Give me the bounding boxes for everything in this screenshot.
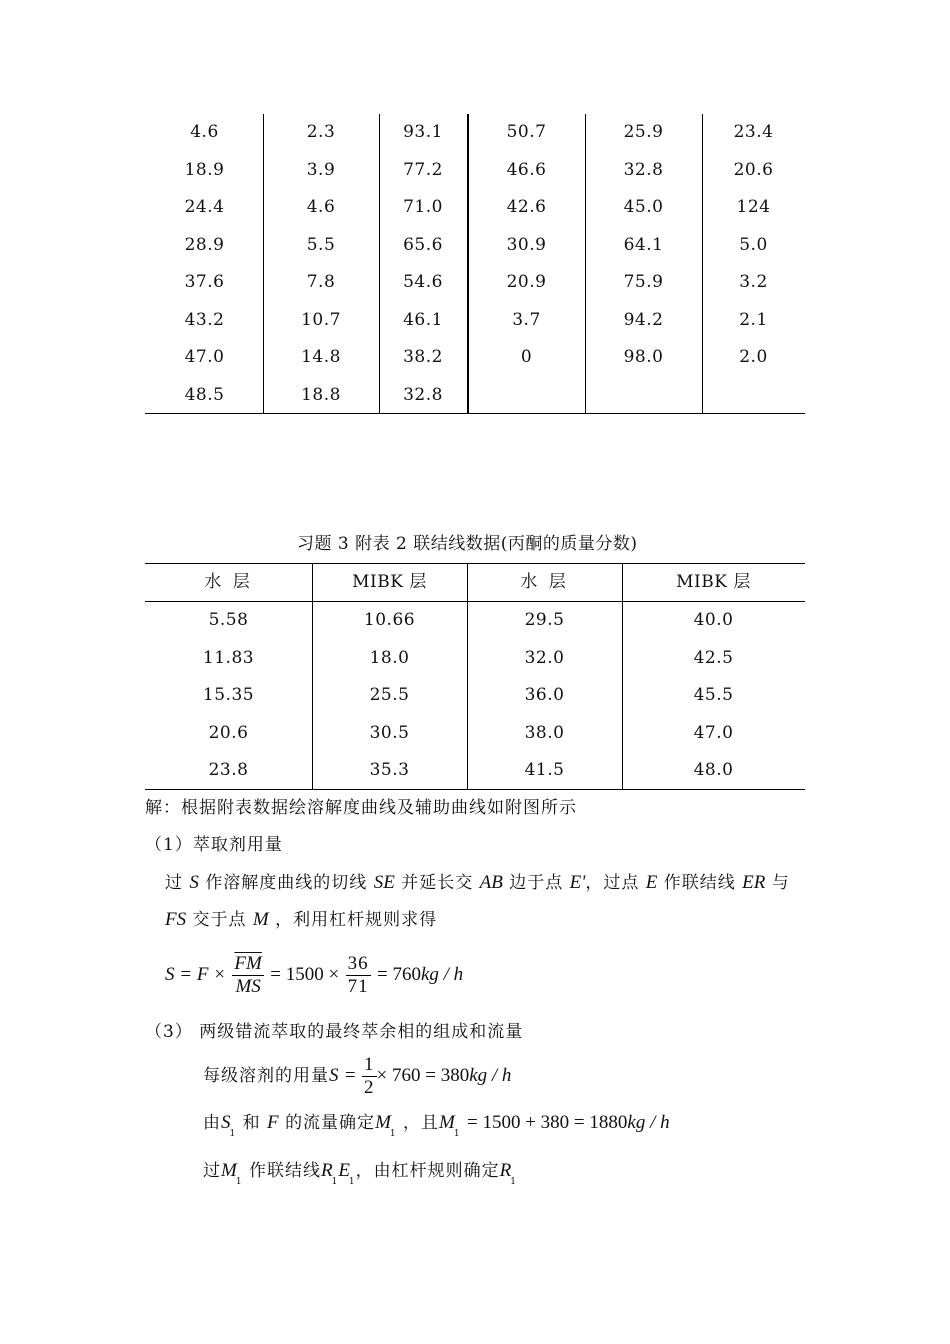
table2-header: MIBK 层 [352,572,427,592]
step3-line1: 每级溶剂的用量S = $\frac{1}{2}$ × 760 = 380kg / h [203,1054,512,1098]
table2-cell: 18.0 [369,647,410,668]
table1-cell: 7.8 [306,272,336,292]
table1-cell: 5.5 [306,234,336,255]
table2-cell: 40.0 [693,610,734,630]
table1-cell: 93.1 [403,122,443,142]
table1-cell: 64.1 [623,234,664,255]
table1-cell: 32.8 [403,384,443,405]
table1-cell: 18.9 [184,159,225,180]
table2-cell: 29.5 [524,610,565,630]
table1-bottom-rule [145,413,805,414]
table2-caption: 习题 3 附表 2 联结线数据(丙酮的质量分数) [297,534,638,554]
table1-cell: 37.6 [184,272,225,292]
table1-cell: 23.4 [733,122,774,142]
step3-heading: （3） 两级错流萃取的最终萃余相的组成和流量 [145,1022,524,1042]
step3-line2: 由$S_1$ 和 F 的流量确定$M_1$ ，且$M_1 = 1500 + 380 = 1880kg / h$ [203,1112,670,1139]
fraction-1-2: $\frac{1}{2}$ [364,1054,375,1098]
table2-divider [622,563,623,790]
table2-cell: 32.0 [524,647,565,668]
table1-cell: 75.9 [623,272,664,292]
table1-cell: 10.7 [301,309,341,330]
table2-divider [312,563,313,790]
table1-cell: 98.0 [623,347,664,367]
step1-heading: （1）萃取剂用量 [145,835,283,855]
table1-cell: 47.0 [184,347,225,367]
table1-cell: 2.1 [739,309,768,330]
table2-cell: 35.3 [369,760,410,780]
table2-cell: 20.6 [208,722,249,743]
table2-cell: 36.0 [524,685,565,705]
table1-cell: 0 [520,347,533,367]
table2-header: 水 层 [204,572,253,592]
table2-cell: 11.83 [202,647,255,668]
table1-cell: 46.1 [403,309,443,330]
table2-cell: 48.0 [693,760,734,780]
table1-cell: 3.9 [306,159,336,180]
fraction-fm-ms: $\frac{\overline{FM}}{MS}$ [234,953,262,997]
table1-cell: 2.0 [739,347,768,367]
table1-cell: 25.9 [623,122,664,142]
table2-cell: 10.66 [363,610,416,630]
table1-cell: 48.5 [184,384,225,405]
table2-top-rule [145,563,805,564]
table1-cell: 5.0 [739,234,768,255]
table2-cell: 47.0 [693,722,734,743]
table1-cell: 3.2 [739,272,768,292]
table1-cell: 71.0 [403,197,443,217]
table2-cell: 45.5 [693,685,734,705]
table1-cell: 46.6 [506,159,547,180]
table2-cell: 15.35 [202,685,255,705]
table1-cell: 43.2 [184,309,225,330]
table1-cell: 18.8 [301,384,341,405]
table2-cell: 41.5 [524,760,565,780]
step1-line1: 过 S 作溶解度曲线的切线 SE 并延长交 AB 边于点 E'，过点 E 作联结线 ER 与 [165,872,790,893]
table2-cell: 23.8 [208,760,249,780]
table1-cell: 4.6 [190,122,219,142]
table2-header: MIBK 层 [676,572,751,592]
table1-cell: 14.8 [301,347,341,367]
table1-cell: 2.3 [306,122,336,142]
equation-solvent: S = F × $\frac{\overline{FM}}{MS}$ = 1500 × $\frac{36}{71}$ = 760kg / h [165,953,464,997]
table1-cell: 24.4 [184,197,225,217]
table1-cell: 65.6 [403,234,443,255]
table1-cell: 54.6 [403,272,443,292]
table1-cell: 3.7 [512,309,541,330]
table2-bottom-rule [145,789,805,790]
table2-cell: 38.0 [524,722,565,743]
table1-cell: 42.6 [506,197,547,217]
step3-line3: 过$M_1$ 作联结线$R_1E_1$，由杠杆规则确定$R_1$ [203,1160,517,1187]
step1-line2: FS 交于点 M ，利用杠杆规则求得 [165,909,438,930]
table2-header: 水 层 [520,572,569,592]
table1-cell: 77.2 [403,159,443,180]
fraction-36-71: $\frac{36}{71}$ [347,953,369,997]
table1-cell: 94.2 [623,309,664,330]
table2-header-rule [145,601,805,602]
table1-cell: 45.0 [623,197,664,217]
table2-divider [467,563,468,790]
table1-cell: 28.9 [184,234,225,255]
table1-cell: 38.2 [403,347,443,367]
table1-cell: 30.9 [506,234,547,255]
table2-cell: 5.58 [208,610,249,630]
table1-cell: 50.7 [506,122,547,142]
table2-cell: 30.5 [369,722,410,743]
table1-cell: 4.6 [306,197,336,217]
table2-cell: 42.5 [693,647,734,668]
table1-cell: 20.9 [506,272,547,292]
table1-cell: 20.6 [733,159,774,180]
solution-intro: 解：根据附表数据绘溶解度曲线及辅助曲线如附图所示 [145,798,577,818]
table2-cell: 25.5 [369,685,410,705]
table1-cell: 32.8 [623,159,664,180]
table1-cell: 124 [736,197,771,217]
